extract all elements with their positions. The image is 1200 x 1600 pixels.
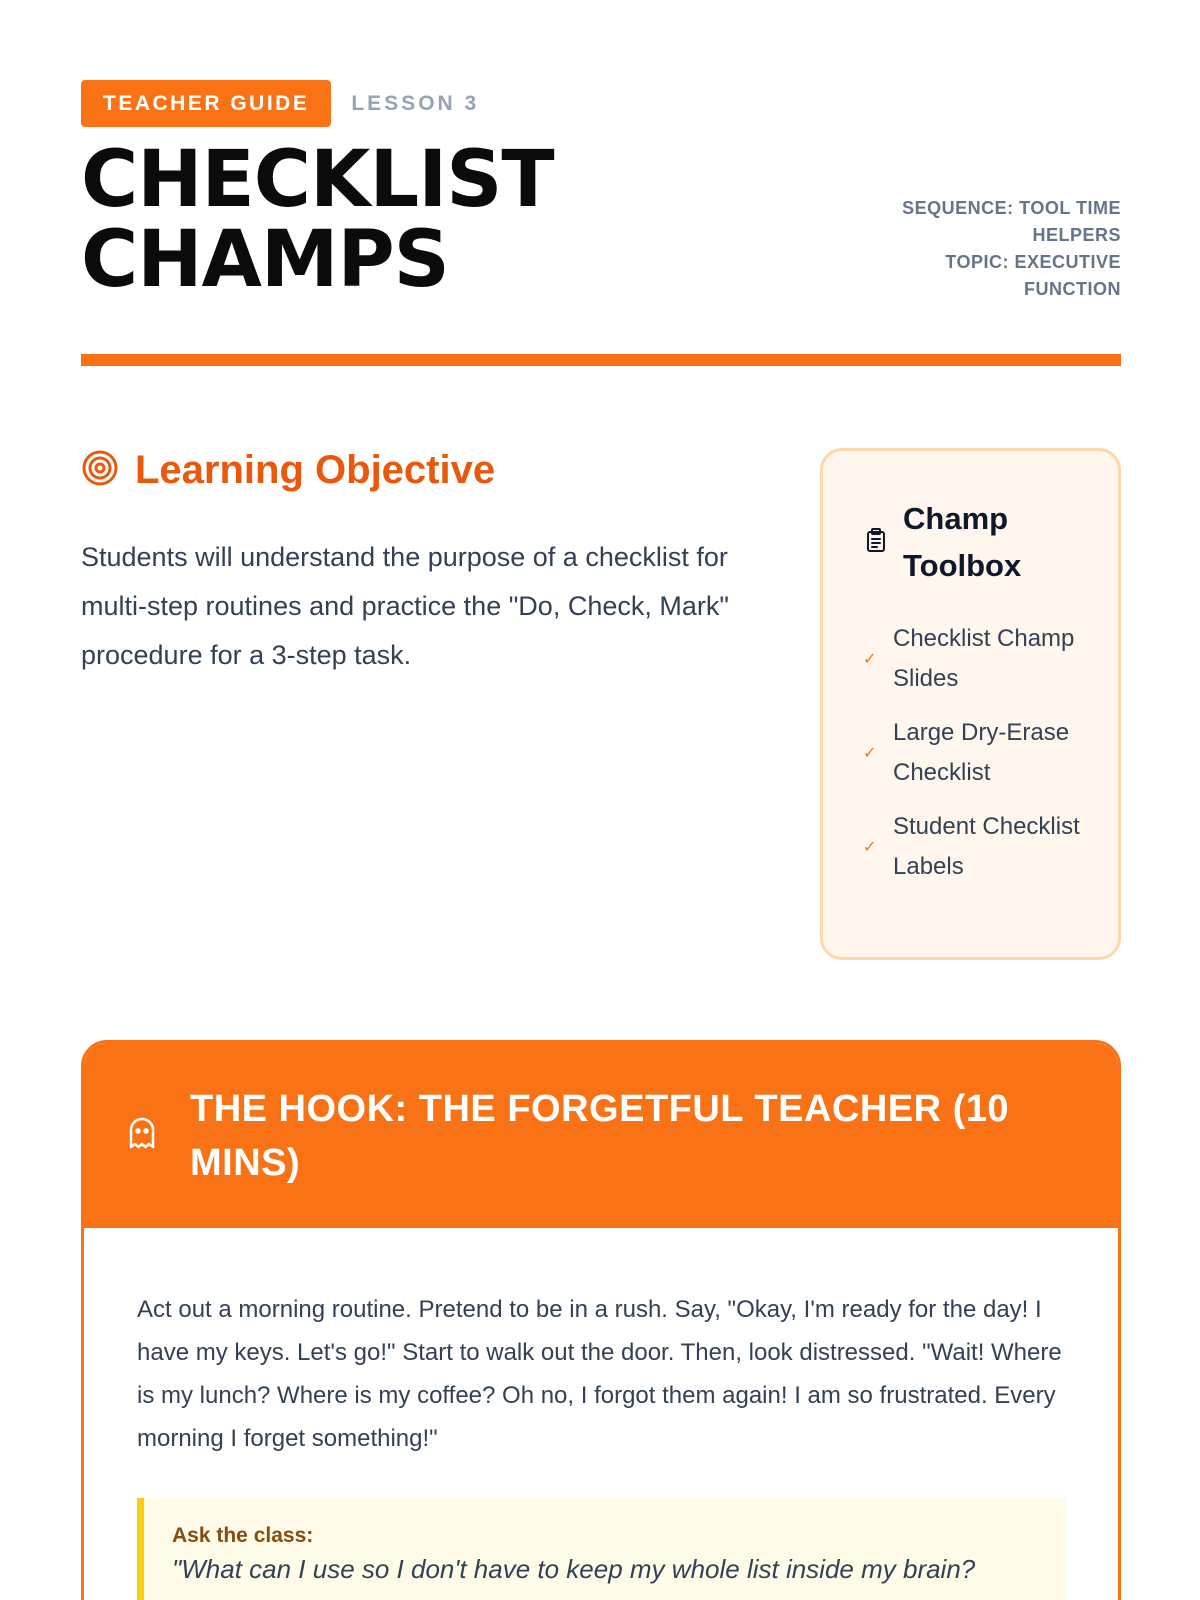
objective-heading bbox=[81, 448, 741, 493]
objective-text: Students will understand the purpose of a checklist for multi-step routines and practice the "Do, Check, Mark" procedure for a 3-step task. bbox=[81, 542, 729, 670]
learning-objective-section bbox=[81, 448, 741, 680]
lesson-label: LESSON 3 bbox=[351, 91, 480, 115]
hook-text: Act out a morning routine. Pretend to be in a rush. Say, "Okay, I'm ready for the day! I have my keys. Let's go!" Start to walk out the door. Then, look distressed. "Wait! Where is my lunch? Where is my coffee? Oh no, I forgot them again! I am so frustrated. Every morning I forget something!" bbox=[137, 1296, 1062, 1452]
title-line-1: CHECKLIST bbox=[81, 135, 554, 225]
toolbox-item-label: Checklist Champ Slides bbox=[893, 625, 1075, 692]
sequence-line-1: SEQUENCE: TOOL TIME bbox=[902, 198, 1121, 218]
check-icon: ✓ bbox=[863, 839, 877, 856]
lesson-meta bbox=[881, 195, 1121, 303]
toolbox-title: Champ Toolbox bbox=[903, 501, 1022, 583]
target-icon bbox=[81, 449, 119, 492]
ask-class-callout bbox=[137, 1498, 1065, 1600]
check-icon: ✓ bbox=[863, 745, 877, 762]
topic-line-1: TOPIC: EXECUTIVE bbox=[945, 252, 1121, 272]
ghost-icon bbox=[124, 1115, 160, 1156]
toolbox-item-label: Large Dry-Erase Checklist bbox=[893, 719, 1070, 786]
list-item bbox=[863, 807, 1088, 887]
hook-body bbox=[84, 1228, 1118, 1600]
toolbox-heading bbox=[863, 495, 1088, 589]
clipboard-icon bbox=[863, 527, 889, 558]
tag-row bbox=[81, 80, 1121, 127]
toolbox-list bbox=[863, 619, 1088, 887]
toolbox-item-label: Student Checklist Labels bbox=[893, 813, 1080, 880]
hook-header bbox=[84, 1043, 1118, 1228]
header-divider bbox=[81, 354, 1121, 366]
champ-toolbox bbox=[820, 448, 1121, 960]
topic-line-2: FUNCTION bbox=[1024, 279, 1121, 299]
check-icon: ✓ bbox=[863, 651, 877, 668]
teacher-guide-badge: TEACHER GUIDE bbox=[81, 80, 331, 127]
callout-label: Ask the class: bbox=[172, 1524, 314, 1547]
list-item bbox=[863, 713, 1088, 793]
title-line-2: CHAMPS bbox=[81, 215, 449, 305]
hook-title: THE HOOK: THE FORGETFUL TEACHER (10 MINS) bbox=[190, 1087, 1010, 1184]
list-item bbox=[863, 619, 1088, 699]
page-title bbox=[81, 135, 554, 305]
callout-question: "What can I use so I don't have to keep my whole list inside my brain? bbox=[172, 1554, 976, 1584]
header bbox=[81, 80, 1121, 305]
sequence-line-2: HELPERS bbox=[1032, 225, 1121, 245]
objective-title: Learning Objective bbox=[135, 448, 496, 492]
hook-section bbox=[81, 1040, 1121, 1600]
